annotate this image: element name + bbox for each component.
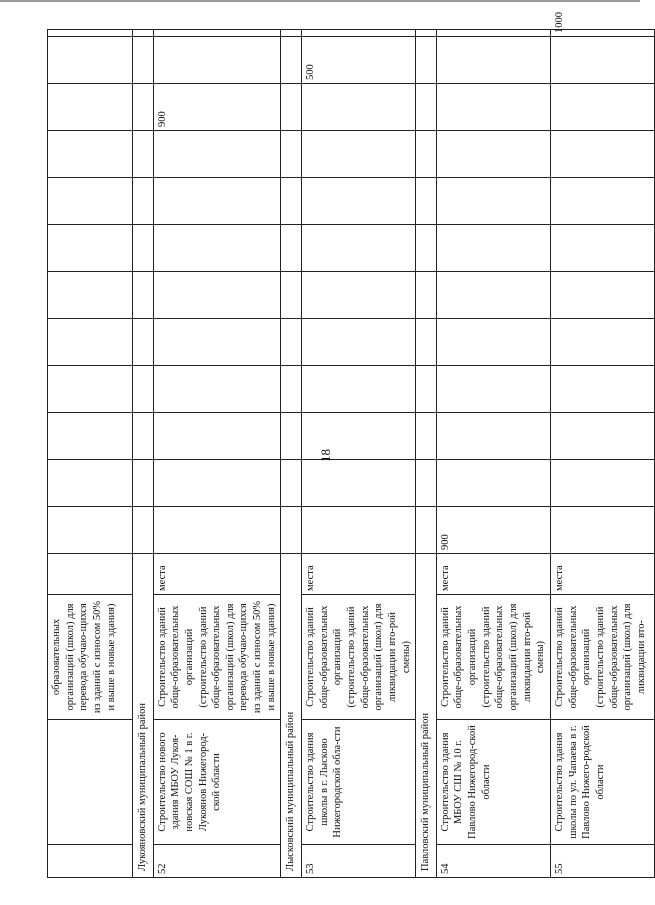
cell-description: Строительство зданий обще-образовательных организаций (строительство зданий обще-образовательных организаций (школ) для ликвидации вто- <box>550 595 654 720</box>
section-title: Лысковский муниципальный район <box>281 554 302 878</box>
table-row <box>302 30 416 878</box>
cell-num: 55 <box>550 845 654 878</box>
cell-value: 1000 <box>550 30 654 37</box>
section-title: Лукояновский муниципальный район <box>133 554 154 878</box>
cell-num: 53 <box>302 845 416 878</box>
scan-top-edge <box>0 0 640 2</box>
table-row <box>436 30 550 878</box>
cell-value: 900 <box>153 84 281 131</box>
section-row <box>133 30 154 878</box>
cell-num <box>48 845 133 878</box>
cell-value: 500 <box>302 37 416 84</box>
cell-num: 54 <box>436 845 550 878</box>
cell-unit <box>48 554 133 595</box>
targets-table <box>47 12 655 878</box>
cell-unit: места <box>153 554 281 595</box>
section-title: Павловский муниципальный район <box>416 554 437 878</box>
cell-object: Строительство здания МБОУ СШ № 10 г. Павлово Нижегород-ской области <box>436 720 550 845</box>
cell-description: образовательных организаций (школ) для перевода обучаю-щихся из зданий с износом 50% и выше в новые здания) <box>48 595 133 720</box>
cell-object: Строительство здания школы в г. Лысково Нижегородской обла-сти <box>302 720 416 845</box>
cell-description: Строительство зданий обще-образовательных организаций (строительство зданий обще-образовательных организаций (школ) для ликвидации вто-рой смены) <box>436 595 550 720</box>
section-row <box>281 30 302 878</box>
rotated-table-container <box>47 12 647 878</box>
table-row <box>550 30 654 878</box>
cell-object <box>48 720 133 845</box>
page-number: 18 <box>318 449 333 462</box>
cell-description: Строительство зданий обще-образовательных организаций (строительство зданий обще-образовательных организаций (школ) для ликвидации вто-рой смены) <box>302 595 416 720</box>
cell-object: Строительство нового здания МБОУ Лукоя-новская СОШ № 1 в г. Лукоянов Нижегород-ской области <box>153 720 281 845</box>
cell-object: Строительство здания школы по ул. Чапаева в г. Павлово Нижего-родской области <box>550 720 654 845</box>
cell-description: Строительство зданий обще-образовательных организаций (строительство зданий обще-образовательных организаций (школ) для перевода обучаю-щихся из зданий с износом 50% и выше в новые здания) <box>153 595 281 720</box>
table-row <box>153 30 281 878</box>
cell-unit: места <box>302 554 416 595</box>
cell-unit: места <box>550 554 654 595</box>
cell-value: 900 <box>436 507 550 554</box>
table-row-continuation <box>48 30 133 878</box>
cell-num: 52 <box>153 845 281 878</box>
cell-unit: места <box>436 554 550 595</box>
section-row <box>416 30 437 878</box>
